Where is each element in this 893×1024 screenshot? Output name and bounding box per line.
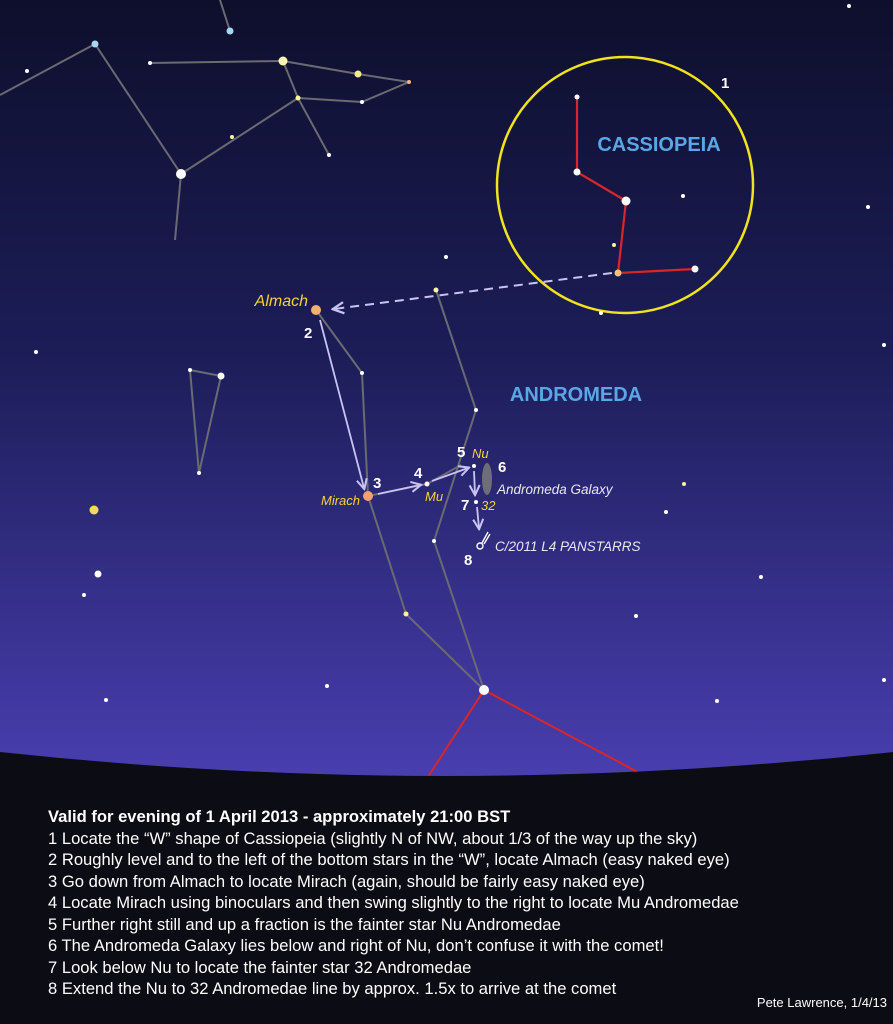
star: [25, 69, 29, 73]
credit-text: Pete Lawrence, 1/4/13: [756, 995, 887, 1010]
mu-label: Mu: [425, 489, 444, 504]
star: [574, 169, 581, 176]
star: [360, 371, 364, 375]
star: [434, 288, 439, 293]
star: [681, 194, 685, 198]
star-32-label: 32: [481, 498, 496, 513]
andromeda-galaxy-marker: [482, 463, 492, 495]
instructions-panel: [48, 806, 878, 1000]
star: [759, 575, 763, 579]
almach-star: [311, 305, 321, 315]
step-number-2: 2: [304, 325, 313, 342]
star: [360, 100, 364, 104]
star: [474, 408, 478, 412]
star: [404, 612, 409, 617]
star: [34, 350, 38, 354]
step-number-6: 6: [498, 459, 507, 476]
star: [227, 28, 234, 35]
star: [882, 343, 886, 347]
galaxy-label: Andromeda Galaxy: [497, 482, 613, 497]
star: [866, 205, 870, 209]
star: [599, 311, 603, 315]
star: [279, 57, 288, 66]
star: [92, 41, 99, 48]
star: [615, 270, 622, 277]
star: [104, 698, 108, 702]
instruction-step-5: 5 Further right still and up a fraction is the fainter star Nu Andromedae: [48, 914, 561, 934]
star: [197, 471, 201, 475]
step-number-5: 5: [457, 444, 466, 461]
star: [715, 699, 719, 703]
star: [612, 243, 616, 247]
almach-label: Almach: [254, 293, 308, 310]
star-32: [474, 500, 478, 504]
step-number-7: 7: [461, 497, 470, 514]
nu-to-32-arrow: [474, 471, 475, 494]
star: [176, 169, 186, 179]
mirach-label: Mirach: [320, 493, 360, 508]
star: [355, 71, 362, 78]
star: [148, 61, 152, 65]
step-number-8: 8: [464, 552, 473, 569]
instruction-step-2: 2 Roughly level and to the left of the bottom stars in the “W”, locate Almach (easy naked eye): [48, 850, 730, 869]
instruction-step-4: 4 Locate Mirach using binoculars and then swing slightly to the right to locate Mu Andromedae: [48, 893, 739, 912]
star: [90, 506, 99, 515]
star: [230, 135, 234, 139]
star: [82, 593, 86, 597]
star: [479, 685, 489, 695]
step-number-1: 1: [721, 75, 730, 92]
star: [847, 4, 851, 8]
star: [882, 678, 886, 682]
mirach-star: [363, 491, 373, 501]
star: [444, 255, 448, 259]
instruction-step-1: 1 Locate the “W” shape of Cassiopeia (slightly N of NW, about 1/3 of the way up the sky): [48, 828, 698, 848]
cassiopeia-label: CASSIOPEIA: [597, 134, 721, 156]
star: [218, 373, 225, 380]
instruction-step-8: 8 Extend the Nu to 32 Andromedae line by approx. 1.5x to arrive at the comet: [48, 979, 617, 998]
step-number-3: 3: [373, 475, 382, 492]
star: [327, 153, 331, 157]
nu-star: [472, 464, 476, 468]
star: [634, 614, 638, 618]
comet-label: C/2011 L4 PANSTARRS: [495, 539, 641, 554]
star: [407, 80, 411, 84]
step-number-4: 4: [414, 465, 423, 482]
instruction-step-7: 7 Look below Nu to locate the fainter star 32 Andromedae: [48, 957, 472, 977]
andromeda-label: ANDROMEDA: [509, 384, 643, 406]
star: [325, 684, 329, 688]
star: [682, 482, 686, 486]
star: [188, 368, 192, 372]
star: [296, 96, 301, 101]
nu-label: Nu: [472, 446, 489, 461]
star: [575, 95, 580, 100]
star: [95, 571, 102, 578]
mu-star: [425, 482, 430, 487]
instructions-heading: Valid for evening of 1 April 2013 - approximately 21:00 BST: [48, 807, 511, 826]
star: [432, 539, 436, 543]
star: [664, 510, 668, 514]
instruction-step-6: 6 The Andromeda Galaxy lies below and right of Nu, don’t confuse it with the comet!: [48, 936, 664, 955]
instruction-step-3: 3 Go down from Almach to locate Mirach (again, should be fairly easy naked eye): [48, 871, 645, 891]
star: [622, 197, 631, 206]
star: [692, 266, 699, 273]
